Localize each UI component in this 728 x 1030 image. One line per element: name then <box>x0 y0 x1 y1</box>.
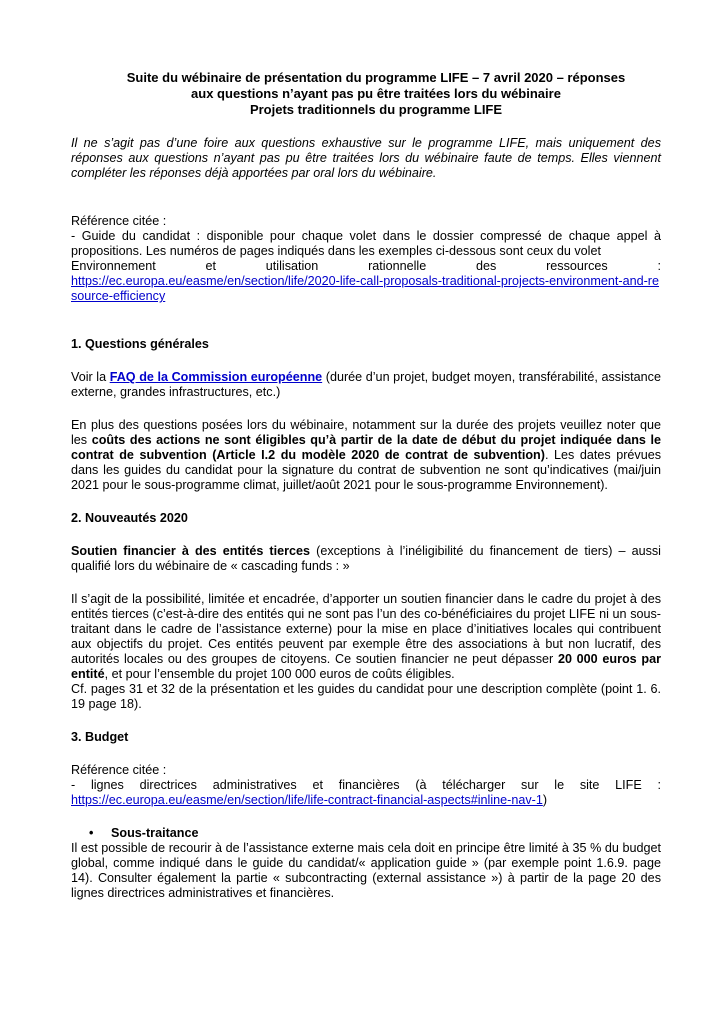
title-line-2: aux questions n’ayant pas pu être traitées lors du wébinaire <box>191 86 561 101</box>
section-1-paragraph-1 <box>71 370 661 400</box>
reference-guide-text: - Guide du candidat : disponible pour chaque volet dans le dossier compressé de chaque appel à propositions. Les numéros de pages indiqués dans les exemples ci-dessous sont ceux du volet <box>71 229 661 258</box>
document-title <box>81 70 671 118</box>
reference-link[interactable]: https://ec.europa.eu/easme/en/section/life/2020-life-call-proposals-traditional-projects-environment-and-resource-efficiency <box>71 274 660 303</box>
section-1-p1-suffix: (durée d’un projet, budget moyen, transférabilité, assistance externe, grandes infrastructures, etc.) <box>71 370 661 399</box>
intro-paragraph: Il ne s’agit pas d’une foire aux questions exhaustive sur le programme LIFE, mais uniquement des réponses aux questions n’ayant pas pu être traitées lors du wébinaire faute de temps. Elles viennent compléter les réponses déjà apportées par oral lors du wébinaire. <box>71 136 661 180</box>
section-2-heading: 2. Nouveautés 2020 <box>71 511 188 525</box>
section-2-p2-text-a: Il s’agit de la possibilité, limitée et encadrée, d’apporter un soutien financier dans le cadre du projet à des entités tierces (c’est-à-dire des entités qui ne sont pas l’un des co-bénéficiaires du projet LIFE ni un sous-traitant dans le cadre de l’assistance externe) pour la mise en place d’initiatives locales qui contribuent aux objectifs du projet. Ces entités peuvent par exemple être des associations à but non lucratif, des autorités locales ou des groupes de citoyens. Ce soutien financier ne peut dépasser <box>71 592 661 666</box>
section-3-reference-link-paragraph <box>71 793 661 808</box>
document-page <box>71 70 661 901</box>
section-1-paragraph-2 <box>71 418 661 493</box>
section-3-reference-label: Référence citée : <box>71 763 167 777</box>
section-3-heading: 3. Budget <box>71 730 129 744</box>
faq-commission-link[interactable]: FAQ de la Commission européenne <box>109 370 323 384</box>
section-2-paragraph-1 <box>71 544 661 574</box>
title-line-1: Suite du wébinaire de présentation du programme LIFE – 7 avril 2020 – réponses <box>126 70 626 85</box>
section-1-p1-prefix: Voir la <box>71 370 110 384</box>
bullet-title: Sous-traitance <box>111 826 199 840</box>
section-1-p2-text-a: En plus des questions posées lors du wébinaire, notamment sur la durée des projets veuillez noter que les <box>71 418 661 447</box>
title-line-3: Projets traditionnels du programme LIFE <box>249 102 503 117</box>
reference-guide-last-line: Environnement et utilisation rationnelle des ressources : <box>71 259 661 273</box>
section-3-reference-text: - lignes directrices administratives et financières (à télécharger sur le site LIFE : <box>71 778 661 792</box>
section-3-reference-link[interactable]: https://ec.europa.eu/easme/en/section/life/life-contract-financial-aspects#inline-nav-1 <box>71 793 543 807</box>
section-2-p1-bold: Soutien financier à des entités tierces <box>71 544 311 558</box>
section-1-p2-text-b: . Les dates prévues dans les guides du candidat pour la signature du contrat de subvention ne sont qu’indicatives (mai/juin 2021 pour le sous-programme climat, juillet/août 2021 pour le sous-programme Environnement). <box>71 448 662 492</box>
section-3-reference-close: ) <box>542 793 548 807</box>
reference-label: Référence citée : <box>71 214 167 228</box>
section-3-bullet-paragraph: Il est possible de recourir à de l’assistance externe mais cela doit en principe être limité à 35 % du budget global, comme indiqué dans le guide du candidat/« application guide » (par exemple point 1.6.9. page 14). Consulter également la partie « subcontracting (external assistance ») à partir de la page 20 des lignes directrices administratives et financières. <box>71 841 661 900</box>
section-2-p1-text: (exceptions à l’inéligibilité du financement de tiers) – aussi qualifié lors du wébinaire de « cascading funds : » <box>71 544 661 573</box>
reference-link-paragraph <box>71 274 661 304</box>
section-1-p2-bold: coûts des actions ne sont éligibles qu’à partir de la date de début du projet indiquée dans le contrat de subvention (Article I.2 du modèle 2020 de contrat de subvention) <box>71 433 661 462</box>
bullet-sous-traitance <box>71 826 661 841</box>
section-2-paragraph-2 <box>71 592 661 682</box>
section-1-heading: 1. Questions générales <box>71 337 209 351</box>
section-2-p2-bold: 20 000 euros par entité <box>71 652 661 681</box>
section-2-p2-text-b: , et pour l’ensemble du projet 100 000 euros de coûts éligibles. <box>104 667 455 681</box>
section-2-paragraph-3: Cf. pages 31 et 32 de la présentation et les guides du candidat pour une description complète (point 1. 6. 19 page 18). <box>71 682 661 711</box>
bullet-icon: • <box>89 826 94 840</box>
